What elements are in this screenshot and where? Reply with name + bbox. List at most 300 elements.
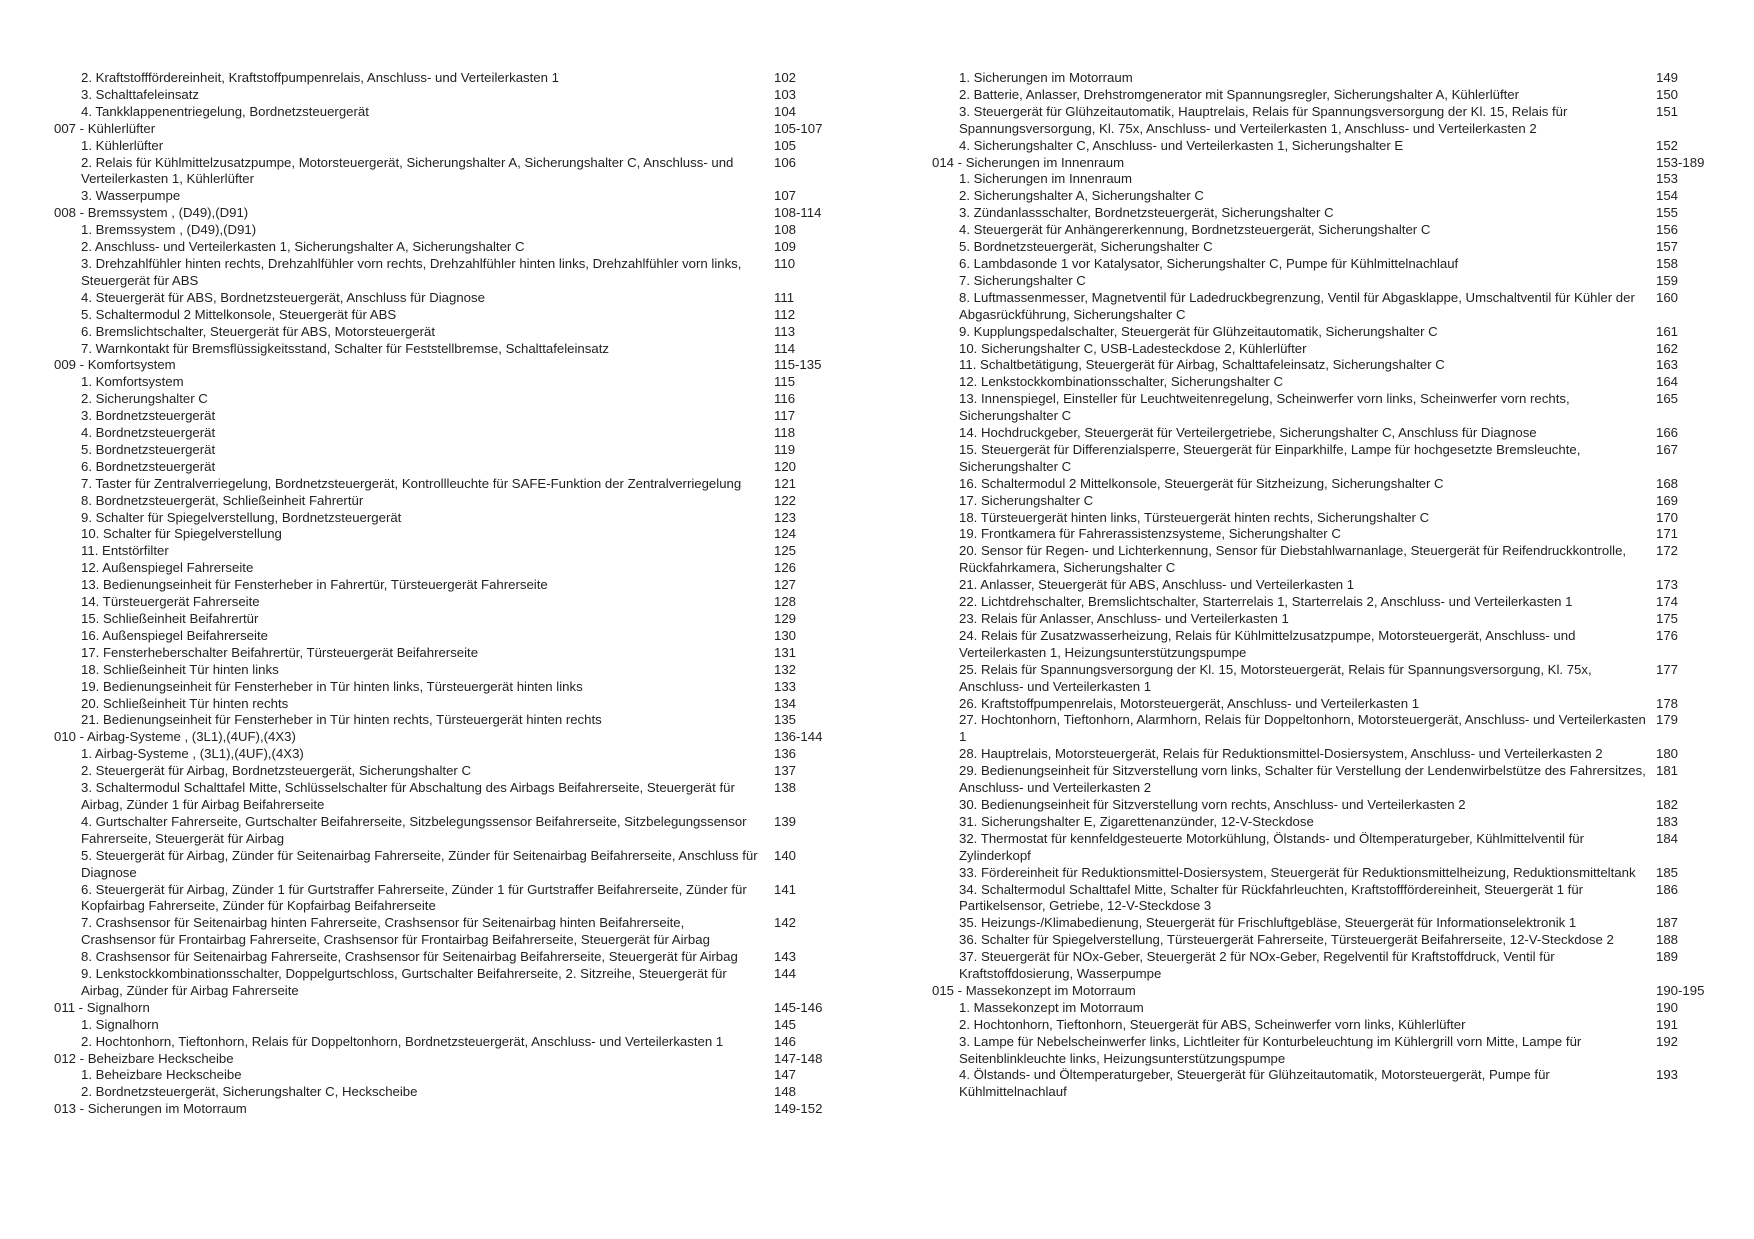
toc-entry-title: 009 - Komfortsystem (54, 357, 176, 373)
toc-entry[interactable] (932, 374, 1722, 391)
toc-entry-title: 16. Außenspiegel Beifahrerseite (81, 627, 268, 643)
toc-entry-page: 114 (774, 340, 796, 356)
toc-entry-title: 18. Schließeinheit Tür hinten links (81, 661, 279, 677)
toc-entry[interactable] (932, 594, 1722, 611)
toc-entry[interactable] (54, 374, 834, 391)
toc-entry-page: 115-135 (774, 357, 822, 373)
toc-entry-page: 153 (1656, 171, 1679, 187)
toc-entry-page: 154 (1656, 188, 1679, 204)
toc-entry-page: 150 (1656, 86, 1679, 102)
toc-entry[interactable] (54, 882, 834, 916)
toc-entry[interactable] (932, 746, 1722, 763)
toc-entry[interactable] (54, 442, 834, 459)
toc-entry-title: 6. Bordnetzsteuergerät (81, 458, 216, 474)
toc-entry-title: 20. Schließeinheit Tür hinten rechts (81, 695, 289, 711)
toc-entry[interactable] (932, 324, 1722, 341)
toc-entry[interactable] (932, 510, 1722, 527)
toc-entry[interactable] (932, 171, 1722, 188)
toc-section-heading[interactable] (932, 155, 1722, 172)
toc-entry-title: 1. Massekonzept im Motorraum (959, 999, 1144, 1015)
toc-entry-title: 3. Lampe für Nebelscheinwerfer links, Lichtleiter für Konturbeleuchtung im Kühlergrill vorn Mitte, Lampe für Seitenblinkleuchte links, Heizungsunterstützungspumpe (959, 1033, 1582, 1066)
toc-entry-page: 112 (774, 306, 796, 322)
toc-entry[interactable] (932, 865, 1722, 882)
toc-entry-title: 4. Ölstands- und Öltemperaturgeber, Steuergerät für Glühzeitautomatik, Motorsteuergerät, Pumpe für Kühlmittelnachlauf (959, 1067, 1550, 1100)
toc-entry[interactable] (54, 425, 834, 442)
toc-entry-title: 7. Taster für Zentralverriegelung, Bordnetzsteuergerät, Kontrollleuchte für SAFE-Funktion der Zentralverriegelung (81, 475, 742, 491)
toc-entry[interactable] (54, 712, 834, 729)
toc-entry[interactable] (54, 611, 834, 628)
toc-entry-title: 6. Steuergerät für Airbag, Zünder 1 für Gurtstraffer Fahrerseite, Zünder 1 für Gurtstraffer Beifahrerseite, Zünder für Kopfairbag Fahrerseite, Zünder für Kopfairbag Beifahrerseite (81, 881, 747, 914)
toc-entry-title: 7. Crashsensor für Seitenairbag hinten Fahrerseite, Crashsensor für Seitenairbag hinten Beifahrerseite, Crashsensor für Frontairbag Fahrerseite, Crashsensor für Frontairbag Beifahrerseite, Steuergerät für Airbag (81, 915, 710, 948)
toc-entry-page: 108 (774, 222, 797, 238)
toc-entry-page: 110 (774, 255, 796, 271)
toc-entry-title: 2. Hochtonhorn, Tieftonhorn, Relais für Doppeltonhorn, Bordnetzsteuergerät, Anschluss- und Verteilerkasten 1 (81, 1033, 724, 1049)
toc-entry-page: 141 (774, 881, 797, 897)
toc-entry[interactable] (932, 696, 1722, 713)
toc-entry-title: 2. Bordnetzsteuergerät, Sicherungshalter C, Heckscheibe (81, 1084, 418, 1100)
toc-entry[interactable] (54, 87, 834, 104)
toc-section-heading[interactable] (54, 1000, 834, 1017)
toc-entry-title: 10. Sicherungshalter C, USB-Ladesteckdose 2, Kühlerlüfter (959, 340, 1307, 356)
toc-entry[interactable] (54, 1034, 834, 1051)
toc-entry-page: 121 (774, 475, 797, 491)
toc-entry-title: 012 - Beheizbare Heckscheibe (54, 1050, 234, 1066)
toc-entry-title: 7. Warnkontakt für Bremsflüssigkeitsstand, Schalter für Feststellbremse, Schalttafeleinsatz (81, 340, 609, 356)
toc-entry-title: 2. Kraftstofffördereinheit, Kraftstoffpumpenrelais, Anschluss- und Verteilerkasten 1 (81, 70, 559, 85)
toc-entry-title: 25. Relais für Spannungsversorgung der Kl. 15, Motorsteuergerät, Relais für Spannungsversorgung, Kl. 75x, Anschluss- und Verteilerkasten 1 (959, 661, 1592, 694)
toc-entry-title: 7. Sicherungshalter C (959, 272, 1086, 288)
toc-entry-title: 17. Sicherungshalter C (959, 492, 1094, 508)
toc-entry[interactable] (54, 763, 834, 780)
toc-entry[interactable] (932, 70, 1722, 87)
toc-entry-title: 4. Tankklappenentriegelung, Bordnetzsteuergerät (81, 103, 369, 119)
toc-entry[interactable] (54, 155, 834, 189)
toc-entry-title: 3. Schalttafeleinsatz (81, 86, 200, 102)
toc-entry-page: 123 (774, 509, 797, 525)
toc-entry[interactable] (932, 712, 1722, 746)
toc-entry-title: 17. Fensterheberschalter Beifahrertür, Türsteuergerät Beifahrerseite (81, 644, 479, 660)
toc-section-heading[interactable] (54, 1101, 834, 1118)
toc-entry[interactable] (932, 357, 1722, 374)
toc-entry[interactable] (54, 70, 834, 87)
toc-entry-title: 2. Sicherungshalter C (81, 391, 208, 407)
toc-entry-page: 132 (774, 661, 797, 677)
toc-entry-title: 4. Sicherungshalter C, Anschluss- und Verteilerkasten 1, Sicherungshalter E (959, 137, 1404, 153)
toc-entry-page: 171 (1656, 526, 1679, 542)
toc-entry-page: 125 (774, 543, 797, 559)
toc-entry-title: 18. Türsteuergerät hinten links, Türsteuergerät hinten rechts, Sicherungshalter C (959, 509, 1430, 525)
toc-entry-title: 9. Lenkstockkombinationsschalter, Doppelgurtschloss, Gurtschalter Beifahrerseite, 2. Sitzreihe, Steuergerät für Airbag, Zünder für Airbag Fahrerseite (81, 966, 727, 998)
toc-entry-title: 4. Gurtschalter Fahrerseite, Gurtschalter Beifahrerseite, Sitzbelegungssensor Beifahrerseite, Sitzbelegungssensor Fahrerseite, Steuergerät für Airbag (81, 813, 747, 846)
toc-entry-title: 26. Kraftstoffpumpenrelais, Motorsteuergerät, Anschluss- und Verteilerkasten 1 (959, 695, 1420, 711)
toc-entry-page: 163 (1656, 357, 1679, 373)
toc-entry-page: 160 (1656, 289, 1679, 305)
toc-entry[interactable] (54, 239, 834, 256)
toc-entry-page: 176 (1656, 627, 1679, 643)
toc-entry[interactable] (54, 949, 834, 966)
toc-entry-page: 178 (1656, 695, 1679, 711)
toc-entry-page: 146 (774, 1033, 797, 1049)
toc-entry-page: 109 (774, 239, 797, 255)
toc-entry-title: 013 - Sicherungen im Motorraum (54, 1101, 247, 1117)
toc-entry-page: 149-152 (774, 1101, 823, 1117)
toc-entry[interactable] (54, 459, 834, 476)
toc-entry-title: 1. Bremssystem , (D49),(D91) (81, 222, 257, 238)
toc-entry[interactable] (54, 222, 834, 239)
toc-entry[interactable] (54, 104, 834, 121)
toc-entry-title: 15. Schließeinheit Beifahrertür (81, 611, 259, 626)
toc-entry-title: 21. Anlasser, Steuergerät für ABS, Anschluss- und Verteilerkasten 1 (959, 577, 1355, 593)
toc-entry-page: 116 (774, 391, 796, 407)
toc-entry-title: 3. Zündanlassschalter, Bordnetzsteuergerät, Sicherungshalter C (959, 205, 1334, 221)
toc-entry[interactable] (54, 780, 834, 814)
toc-entry-title: 31. Sicherungshalter E, Zigarettenanzünder, 12-V-Steckdose (959, 813, 1314, 829)
toc-entry-page: 137 (774, 763, 797, 779)
toc-entry-title: 34. Schaltermodul Schalttafel Mitte, Schalter für Rückfahrleuchten, Kraftstofffördereinheit, Steuergerät 1 für Partikelsensor, Getriebe, 12-V-Steckdose 3 (959, 881, 1584, 914)
toc-entry-title: 11. Entstörfilter (81, 543, 169, 559)
toc-entry-page: 104 (774, 103, 797, 119)
toc-entry[interactable] (54, 510, 834, 527)
toc-entry-title: 5. Schaltermodul 2 Mittelkonsole, Steuergerät für ABS (81, 306, 397, 322)
toc-entry[interactable] (932, 611, 1722, 628)
toc-section-heading[interactable] (54, 357, 834, 374)
toc-entry[interactable] (932, 814, 1722, 831)
toc-entry-title: 3. Steuergerät für Glühzeitautomatik, Hauptrelais, Relais für Spannungsversorgung der Kl. 15, Relais für Spannungsversorgung, Kl. 75x, Anschluss- und Verteilerkasten 1, Anschluss- und Verteilerkasten 2 (959, 103, 1568, 136)
toc-entry[interactable] (932, 526, 1722, 543)
toc-entry-page: 134 (774, 695, 797, 711)
toc-entry-page: 108-114 (774, 205, 822, 221)
toc-entry[interactable] (932, 188, 1722, 205)
toc-entry[interactable] (932, 1067, 1722, 1101)
toc-entry-title: 32. Thermostat für kennfeldgesteuerte Motorkühlung, Ölstands- und Öltemperaturgeber, Kühlmittelventil für Zylinderkopf (959, 830, 1585, 863)
toc-entry-title: 1. Komfortsystem (81, 374, 184, 390)
toc-entry[interactable] (54, 290, 834, 307)
toc-entry[interactable] (932, 932, 1722, 949)
toc-entry-page: 167 (1656, 441, 1679, 457)
toc-entry-page: 153-189 (1656, 154, 1705, 170)
toc-entry-page: 155 (1656, 205, 1679, 221)
toc-entry-page: 138 (774, 780, 797, 796)
toc-entry-title: 8. Luftmassenmesser, Magnetventil für Ladedruckbegrenzung, Ventil für Abgasklappe, Umschaltventil für Kühler der Abgasrückführung, Sicherungshalter C (959, 289, 1635, 322)
toc-entry-title: 33. Fördereinheit für Reduktionsmittel-Dosiersystem, Steuergerät für Reduktionsmittelheizung, Reduktionsmitteltank (959, 864, 1636, 880)
toc-entry-page: 189 (1656, 949, 1679, 965)
toc-entry-title: 8. Bordnetzsteuergerät, Schließeinheit Fahrertür (81, 492, 364, 508)
toc-entry[interactable] (932, 476, 1722, 493)
toc-entry-page: 126 (774, 560, 797, 576)
toc-entry-page: 147 (774, 1067, 797, 1083)
toc-entry-page: 186 (1656, 881, 1679, 897)
toc-entry[interactable] (932, 915, 1722, 932)
toc-entry[interactable] (54, 814, 834, 848)
toc-entry-page: 161 (1656, 323, 1679, 339)
toc-entry[interactable] (54, 1017, 834, 1034)
toc-entry[interactable] (54, 341, 834, 358)
toc-entry-title: 19. Bedienungseinheit für Fensterheber in Tür hinten links, Türsteuergerät hinten links (81, 678, 583, 694)
toc-entry[interactable] (54, 1067, 834, 1084)
toc-entry[interactable] (932, 493, 1722, 510)
toc-entry-page: 162 (1656, 340, 1679, 356)
toc-entry[interactable] (54, 307, 834, 324)
toc-entry-page: 182 (1656, 796, 1679, 812)
toc-entry-title: 3. Drehzahlfühler hinten rechts, Drehzahlfühler vorn rechts, Drehzahlfühler hinten links, Drehzahlfühler vorn links, Steuergerät für ABS (81, 255, 742, 288)
toc-entry[interactable] (932, 577, 1722, 594)
toc-entry-title: 1. Beheizbare Heckscheibe (81, 1067, 242, 1083)
toc-entry-title: 14. Türsteuergerät Fahrerseite (81, 594, 260, 610)
toc-entry-title: 23. Relais für Anlasser, Anschluss- und Verteilerkasten 1 (959, 611, 1289, 626)
toc-entry-page: 177 (1656, 661, 1679, 677)
toc-entry[interactable] (932, 628, 1722, 662)
toc-entry-page: 133 (774, 678, 797, 694)
toc-entry[interactable] (54, 543, 834, 560)
toc-entry[interactable] (932, 239, 1722, 256)
toc-entry-page: 143 (774, 949, 797, 965)
toc-entry-page: 190 (1656, 999, 1679, 1015)
toc-entry-page: 190-195 (1656, 982, 1705, 998)
toc-entry-page: 169 (1656, 492, 1679, 508)
toc-entry-page: 183 (1656, 813, 1679, 829)
toc-entry[interactable] (932, 87, 1722, 104)
toc-entry-title: 3. Schaltermodul Schalttafel Mitte, Schlüsselschalter für Abschaltung des Airbags Beifahrerseite, Steuergerät für Airbag, Zünder 1 für Airbag Beifahrerseite (81, 780, 735, 812)
toc-entry-title: 10. Schalter für Spiegelverstellung (81, 526, 282, 542)
toc-entry-title: 9. Kupplungspedalschalter, Steuergerät für Glühzeitautomatik, Sicherungshalter C (959, 323, 1438, 339)
toc-entry-title: 6. Lambdasonde 1 vor Katalysator, Sicherungshalter C, Pumpe für Kühlmittelnachlauf (959, 255, 1459, 271)
toc-entry[interactable] (54, 696, 834, 713)
toc-entry-page: 124 (774, 526, 797, 542)
toc-entry-page: 129 (774, 611, 797, 626)
toc-entry-page: 145-146 (774, 999, 823, 1015)
toc-entry-page: 102 (774, 70, 797, 85)
toc-entry-title: 5. Steuergerät für Airbag, Zünder für Seitenairbag Fahrerseite, Zünder für Seitenairbag Beifahrerseite, Anschluss für Diagnose (81, 847, 758, 880)
toc-entry-page: 130 (774, 627, 797, 643)
toc-entry-page: 147-148 (774, 1050, 823, 1066)
toc-entry-title: 24. Relais für Zusatzwasserheizung, Relais für Kühlmittelzusatzpumpe, Motorsteuergerät, Anschluss- und Verteilerkasten 1, Heizungsunterstützungspumpe (959, 627, 1576, 660)
toc-entry-page: 142 (774, 915, 797, 931)
toc-section-heading[interactable] (54, 1051, 834, 1068)
toc-entry[interactable] (54, 138, 834, 155)
toc-entry[interactable] (932, 273, 1722, 290)
toc-entry-title: 36. Schalter für Spiegelverstellung, Türsteuergerät Fahrerseite, Türsteuergerät Beifahrerseite, 12-V-Steckdose 2 (959, 932, 1614, 948)
toc-entry-page: 159 (1656, 272, 1679, 288)
toc-entry-title: 5. Bordnetzsteuergerät, Sicherungshalter C (959, 239, 1213, 255)
toc-entry-page: 152 (1656, 137, 1679, 153)
toc-entry-page: 106 (774, 154, 797, 170)
toc-entry-page: 131 (774, 644, 797, 660)
toc-entry[interactable] (54, 1084, 834, 1101)
toc-entry-page: 175 (1656, 611, 1679, 626)
toc-entry[interactable] (932, 425, 1722, 442)
toc-entry-title: 15. Steuergerät für Differenzialsperre, Steuergerät für Einparkhilfe, Lampe für hochgesetzte Bremsleuchte, Sicherungshalter C (959, 441, 1581, 474)
toc-entry-title: 13. Bedienungseinheit für Fensterheber in Fahrertür, Türsteuergerät Fahrerseite (81, 577, 548, 593)
toc-entry[interactable] (932, 662, 1722, 696)
toc-entry-title: 015 - Massekonzept im Motorraum (932, 982, 1136, 998)
toc-entry-title: 1. Sicherungen im Motorraum (959, 70, 1133, 85)
toc-left-column (54, 70, 834, 1118)
toc-entry-title: 2. Hochtonhorn, Tieftonhorn, Steuergerät für ABS, Scheinwerfer vorn links, Kühlerlüfter (959, 1016, 1466, 1032)
toc-entry[interactable] (932, 442, 1722, 476)
toc-entry-page: 128 (774, 594, 797, 610)
toc-entry-page: 105-107 (774, 120, 823, 136)
toc-entry-page: 193 (1656, 1067, 1679, 1083)
toc-entry-title: 28. Hauptrelais, Motorsteuergerät, Relais für Reduktionsmittel-Dosiersystem, Anschluss- und Verteilerkasten 2 (959, 746, 1603, 762)
toc-entry-page: 117 (774, 408, 796, 424)
toc-entry[interactable] (932, 256, 1722, 273)
toc-entry-title: 21. Bedienungseinheit für Fensterheber in Tür hinten rechts, Türsteuergerät hinten rechts (81, 712, 602, 728)
toc-entry[interactable] (932, 290, 1722, 324)
toc-entry-title: 3. Wasserpumpe (81, 188, 181, 204)
toc-section-heading[interactable] (54, 729, 834, 746)
toc-entry[interactable] (932, 882, 1722, 916)
toc-entry[interactable] (54, 848, 834, 882)
toc-right-column (932, 70, 1722, 1101)
toc-entry-page: 135 (774, 712, 797, 728)
toc-entry[interactable] (54, 493, 834, 510)
toc-entry-page: 105 (774, 137, 797, 153)
toc-entry-page: 136 (774, 746, 797, 762)
toc-entry-title: 20. Sensor für Regen- und Lichterkennung, Sensor für Diebstahlwarnanlage, Steuergerät für Reifendruckkontrolle, Rückfahrkamera, Sicherungshalter C (959, 543, 1627, 576)
toc-entry[interactable] (54, 560, 834, 577)
toc-entry-page: 118 (774, 425, 796, 441)
toc-entry[interactable] (54, 628, 834, 645)
toc-entry[interactable] (54, 915, 834, 949)
toc-entry-page: 148 (774, 1084, 797, 1100)
toc-entry[interactable] (932, 104, 1722, 138)
toc-entry-page: 156 (1656, 222, 1679, 238)
toc-entry-page: 170 (1656, 509, 1679, 525)
toc-entry-page: 184 (1656, 830, 1679, 846)
toc-entry-title: 2. Batterie, Anlasser, Drehstromgenerator mit Spannungsregler, Sicherungshalter A, Kühlerlüfter (959, 86, 1520, 102)
toc-entry-title: 010 - Airbag-Systeme , (3L1),(4UF),(4X3) (54, 729, 296, 745)
toc-entry-page: 179 (1656, 712, 1679, 728)
toc-entry-page: 127 (774, 577, 797, 593)
toc-entry-page: 145 (774, 1016, 797, 1032)
toc-entry-title: 1. Airbag-Systeme , (3L1),(4UF),(4X3) (81, 746, 304, 762)
toc-entry-title: 19. Frontkamera für Fahrerassistenzsysteme, Sicherungshalter C (959, 526, 1341, 542)
toc-entry-page: 149 (1656, 70, 1679, 85)
toc-entry[interactable] (932, 222, 1722, 239)
toc-entry-title: 1. Signalhorn (81, 1016, 159, 1032)
toc-entry-page: 107 (774, 188, 797, 204)
toc-entry[interactable] (54, 966, 834, 1000)
toc-entry-page: 122 (774, 492, 797, 508)
toc-entry-title: 37. Steuergerät für NOx-Geber, Steuergerät 2 für NOx-Geber, Regelventil für Kraftstoffdruck, Ventil für Kraftstoffdosierung, Wasserpumpe (959, 949, 1555, 982)
toc-entry-title: 5. Bordnetzsteuergerät (81, 441, 216, 457)
toc-entry-page: 164 (1656, 374, 1679, 390)
toc-entry-page: 181 (1656, 763, 1679, 779)
toc-entry-page: 173 (1656, 577, 1679, 593)
toc-entry-title: 35. Heizungs-/Klimabedienung, Steuergerät für Frischluftgebläse, Steuergerät für Informationselektronik 1 (959, 915, 1577, 931)
toc-entry[interactable] (54, 577, 834, 594)
toc-entry-title: 007 - Kühlerlüfter (54, 120, 156, 136)
toc-entry[interactable] (54, 746, 834, 763)
toc-entry-page: 111 (774, 289, 795, 305)
toc-entry[interactable] (932, 1017, 1722, 1034)
toc-entry-title: 1. Kühlerlüfter (81, 137, 164, 153)
toc-entry[interactable] (932, 763, 1722, 797)
toc-entry-title: 011 - Signalhorn (54, 999, 150, 1015)
toc-entry-title: 14. Hochdruckgeber, Steuergerät für Verteilergetriebe, Sicherungshalter C, Anschluss für Diagnose (959, 425, 1537, 441)
toc-entry[interactable] (54, 324, 834, 341)
toc-entry[interactable] (54, 188, 834, 205)
toc-entry-title: 4. Steuergerät für ABS, Bordnetzsteuergerät, Anschluss für Diagnose (81, 289, 485, 305)
toc-entry[interactable] (54, 645, 834, 662)
toc-entry-title: 30. Bedienungseinheit für Sitzverstellung vorn rechts, Anschluss- und Verteilerkasten 2 (959, 796, 1466, 812)
toc-entry-title: 4. Bordnetzsteuergerät (81, 425, 216, 441)
toc-entry-title: 3. Bordnetzsteuergerät (81, 408, 216, 424)
toc-entry[interactable] (54, 526, 834, 543)
toc-entry-page: 103 (774, 86, 797, 102)
toc-entry-page: 151 (1656, 103, 1679, 119)
toc-entry-title: 2. Relais für Kühlmittelzusatzpumpe, Motorsteuergerät, Sicherungshalter A, Sicherungshalter C, Anschluss- und Verteilerkasten 1, Kühlerlüfter (81, 154, 734, 187)
toc-entry-title: 22. Lichtdrehschalter, Bremslichtschalter, Starterrelais 1, Starterrelais 2, Anschluss- und Verteilerkasten 1 (959, 594, 1573, 610)
toc-entry-page: 140 (774, 847, 797, 863)
toc-entry-title: 11. Schaltbetätigung, Steuergerät für Airbag, Schalttafeleinsatz, Sicherungshalter C (959, 357, 1445, 373)
toc-entry[interactable] (932, 797, 1722, 814)
toc-entry-page: 180 (1656, 746, 1679, 762)
toc-entry-title: 27. Hochtonhorn, Tieftonhorn, Alarmhorn, Relais für Doppeltonhorn, Motorsteuergerät, Anschluss- und Verteilerkasten 1 (959, 712, 1646, 745)
toc-entry[interactable] (932, 831, 1722, 865)
toc-entry[interactable] (54, 391, 834, 408)
toc-entry[interactable] (932, 138, 1722, 155)
toc-entry-page: 165 (1656, 391, 1679, 407)
toc-entry[interactable] (932, 205, 1722, 222)
toc-entry[interactable] (54, 679, 834, 696)
toc-entry[interactable] (932, 1034, 1722, 1068)
toc-entry-title: 12. Lenkstockkombinationsschalter, Sicherungshalter C (959, 374, 1284, 390)
toc-entry-page: 191 (1656, 1016, 1679, 1032)
toc-entry-page: 157 (1656, 239, 1679, 255)
toc-entry[interactable] (54, 408, 834, 425)
toc-entry-page: 144 (774, 966, 797, 982)
toc-entry-page: 120 (774, 458, 797, 474)
toc-entry-title: 8. Crashsensor für Seitenairbag Fahrerseite, Crashsensor für Seitenairbag Beifahrerseite, Steuergerät für Airbag (81, 949, 738, 965)
toc-entry-title: 13. Innenspiegel, Einsteller für Leuchtweitenregelung, Scheinwerfer vorn links, Scheinwerfer vorn rechts, Sicherungshalter C (959, 391, 1570, 424)
toc-entry-title: 008 - Bremssystem , (D49),(D91) (54, 205, 249, 221)
toc-entry-page: 188 (1656, 932, 1679, 948)
toc-entry-page: 115 (774, 374, 796, 390)
toc-section-heading[interactable] (54, 121, 834, 138)
toc-entry-title: 2. Steuergerät für Airbag, Bordnetzsteuergerät, Sicherungshalter C (81, 763, 471, 779)
toc-section-heading[interactable] (932, 983, 1722, 1000)
toc-entry-page: 192 (1656, 1033, 1679, 1049)
toc-entry[interactable] (54, 662, 834, 679)
toc-entry[interactable] (932, 949, 1722, 983)
toc-entry[interactable] (54, 594, 834, 611)
toc-section-heading[interactable] (54, 205, 834, 222)
toc-entry[interactable] (932, 341, 1722, 358)
toc-entry-title: 9. Schalter für Spiegelverstellung, Bordnetzsteuergerät (81, 509, 402, 525)
toc-entry-page: 172 (1656, 543, 1679, 559)
toc-entry-page: 166 (1656, 425, 1679, 441)
toc-entry-title: 4. Steuergerät für Anhängererkennung, Bordnetzsteuergerät, Sicherungshalter C (959, 222, 1431, 238)
toc-entry[interactable] (932, 543, 1722, 577)
toc-entry-page: 113 (774, 323, 796, 339)
toc-entry-page: 158 (1656, 255, 1679, 271)
toc-entry-page: 185 (1656, 864, 1679, 880)
toc-entry-title: 2. Sicherungshalter A, Sicherungshalter C (959, 188, 1204, 204)
toc-entry-title: 014 - Sicherungen im Innenraum (932, 154, 1125, 170)
toc-entry[interactable] (54, 256, 834, 290)
toc-entry-title: 1. Sicherungen im Innenraum (959, 171, 1133, 187)
toc-entry-page: 139 (774, 813, 797, 829)
toc-entry[interactable] (54, 476, 834, 493)
toc-entry-title: 2. Anschluss- und Verteilerkasten 1, Sicherungshalter A, Sicherungshalter C (81, 239, 525, 255)
toc-entry[interactable] (932, 1000, 1722, 1017)
toc-entry[interactable] (932, 391, 1722, 425)
toc-entry-title: 12. Außenspiegel Fahrerseite (81, 560, 254, 576)
toc-entry-page: 168 (1656, 475, 1679, 491)
toc-entry-title: 6. Bremslichtschalter, Steuergerät für ABS, Motorsteuergerät (81, 323, 436, 339)
toc-entry-page: 187 (1656, 915, 1679, 931)
